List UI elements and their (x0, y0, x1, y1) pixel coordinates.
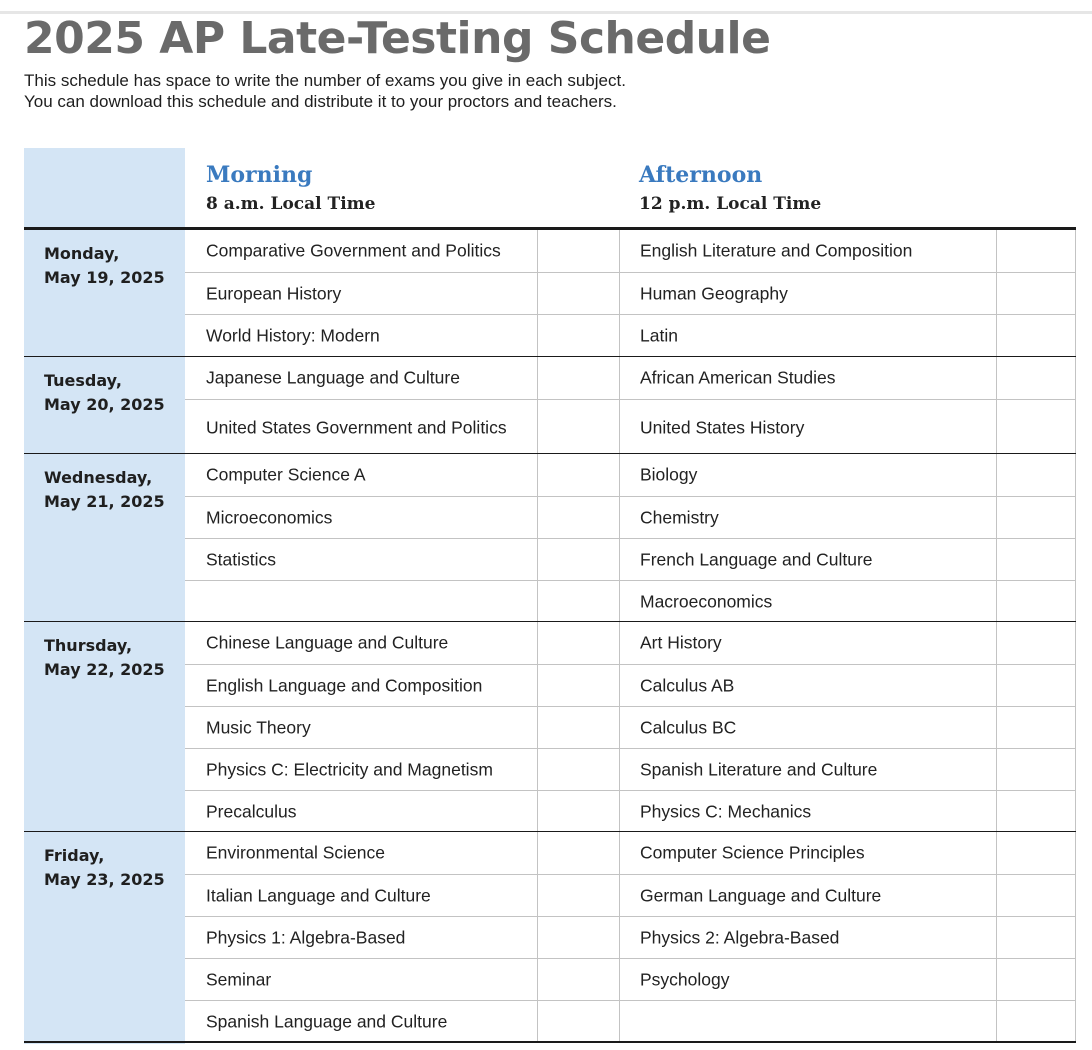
schedule-row (185, 790, 1076, 833)
day-weekday: Thursday, (44, 636, 133, 655)
day-date: May 20, 2025 (44, 395, 165, 414)
afternoon-exam-count-box[interactable] (996, 959, 1076, 1001)
subject-name: Latin (640, 325, 678, 346)
subject-name: Precalculus (206, 801, 297, 822)
schedule-row (185, 272, 1076, 315)
subject-name: Calculus BC (640, 717, 737, 738)
day-date: May 19, 2025 (44, 268, 165, 287)
afternoon-exam-count-box[interactable] (996, 1001, 1076, 1043)
subject-name: English Literature and Composition (640, 240, 913, 261)
day-label (44, 634, 165, 682)
day-label (44, 466, 165, 514)
afternoon-exam-count-box[interactable] (996, 230, 1076, 272)
page-title: 2025 AP Late-Testing Schedule (24, 13, 771, 64)
afternoon-subject-cell (619, 875, 996, 917)
afternoon-exam-count-box[interactable] (996, 539, 1076, 581)
day-block (24, 831, 1076, 1042)
subject-name: Comparative Government and Politics (206, 240, 501, 261)
subject-name: Human Geography (640, 283, 788, 304)
morning-subject-cell (185, 665, 537, 707)
afternoon-time: 12 p.m. Local Time (639, 194, 822, 214)
subject-name: Environmental Science (206, 842, 385, 863)
afternoon-exam-count-box[interactable] (996, 357, 1076, 399)
subject-name: African American Studies (640, 367, 836, 388)
afternoon-subject-cell (619, 622, 996, 664)
schedule-row (185, 832, 1076, 874)
morning-subject-cell (185, 622, 537, 664)
morning-subject-cell (185, 791, 537, 833)
morning-exam-count-box[interactable] (537, 497, 619, 539)
afternoon-exam-count-box[interactable] (996, 400, 1076, 455)
morning-exam-count-box[interactable] (537, 581, 619, 623)
subject-name: Chemistry (640, 507, 719, 528)
subject-name: Spanish Literature and Culture (640, 759, 878, 780)
subject-name: Computer Science Principles (640, 842, 865, 863)
schedule-row (185, 622, 1076, 664)
morning-exam-count-box[interactable] (537, 273, 619, 315)
subject-name: Calculus AB (640, 675, 735, 696)
morning-exam-count-box[interactable] (537, 400, 619, 455)
subject-name: English Language and Composition (206, 675, 483, 696)
afternoon-subject-cell (619, 749, 996, 791)
subject-name: German Language and Culture (640, 885, 882, 906)
subject-name: Art History (640, 632, 722, 653)
morning-subject-cell (185, 454, 537, 496)
day-weekday: Tuesday, (44, 371, 122, 390)
intro-text (24, 70, 626, 112)
afternoon-subject-cell (619, 707, 996, 749)
afternoon-subject-cell (619, 315, 996, 357)
morning-subject-cell (185, 917, 537, 959)
afternoon-exam-count-box[interactable] (996, 665, 1076, 707)
afternoon-exam-count-box[interactable] (996, 791, 1076, 833)
schedule-row (185, 874, 1076, 917)
afternoon-subject-cell (619, 581, 996, 623)
morning-subject-cell (185, 357, 537, 399)
afternoon-subject-cell (619, 454, 996, 496)
schedule-row (185, 916, 1076, 959)
day-block (24, 230, 1076, 356)
subject-name: Physics C: Electricity and Magnetism (206, 759, 493, 780)
schedule-row (185, 399, 1076, 455)
subject-name: Spanish Language and Culture (206, 1011, 448, 1032)
morning-subject-cell (185, 497, 537, 539)
morning-exam-count-box[interactable] (537, 707, 619, 749)
subject-name: Japanese Language and Culture (206, 367, 460, 388)
subject-name: Seminar (206, 969, 272, 990)
day-date: May 23, 2025 (44, 870, 165, 889)
afternoon-subject-cell (619, 539, 996, 581)
afternoon-subject-cell (619, 273, 996, 315)
morning-subject-cell (185, 400, 537, 455)
morning-exam-count-box[interactable] (537, 875, 619, 917)
morning-subject-cell (185, 959, 537, 1001)
morning-exam-count-box[interactable] (537, 357, 619, 399)
morning-exam-count-box[interactable] (537, 791, 619, 833)
day-block (24, 356, 1076, 454)
morning-exam-count-box[interactable] (537, 622, 619, 664)
afternoon-exam-count-box[interactable] (996, 917, 1076, 959)
afternoon-subject-cell (619, 917, 996, 959)
subject-name: European History (206, 283, 342, 304)
afternoon-subject-cell (619, 497, 996, 539)
morning-subject-cell (185, 273, 537, 315)
afternoon-exam-count-box[interactable] (996, 875, 1076, 917)
day-date: May 21, 2025 (44, 492, 165, 511)
subject-name: Music Theory (206, 717, 311, 738)
schedule-row (185, 664, 1076, 707)
day-label (44, 369, 165, 417)
schedule-row (185, 314, 1076, 357)
subject-name: United States Government and Politics (206, 417, 507, 437)
morning-subject-cell (185, 875, 537, 917)
day-block (24, 453, 1076, 622)
morning-subject-cell (185, 539, 537, 581)
afternoon-exam-count-box[interactable] (996, 622, 1076, 664)
subject-name: Macroeconomics (640, 591, 773, 612)
subject-name: Microeconomics (206, 507, 333, 528)
day-weekday: Friday, (44, 846, 105, 865)
morning-exam-count-box[interactable] (537, 749, 619, 791)
afternoon-subject-cell (619, 1001, 996, 1043)
subject-name: Computer Science A (206, 464, 366, 485)
afternoon-exam-count-box[interactable] (996, 315, 1076, 357)
day-weekday: Monday, (44, 244, 120, 263)
afternoon-exam-count-box[interactable] (996, 832, 1076, 874)
morning-subject-cell (185, 749, 537, 791)
day-label (44, 844, 165, 892)
morning-exam-count-box[interactable] (537, 917, 619, 959)
afternoon-exam-count-box[interactable] (996, 454, 1076, 496)
schedule-row (185, 454, 1076, 496)
subject-name: Physics C: Mechanics (640, 801, 812, 822)
intro-line: You can download this schedule and distribute it to your proctors and teachers. (24, 92, 617, 111)
day-weekday: Wednesday, (44, 468, 153, 487)
schedule-row (185, 357, 1076, 399)
schedule-row (185, 706, 1076, 749)
afternoon-subject-cell (619, 665, 996, 707)
schedule-row (185, 496, 1076, 539)
afternoon-subject-cell (619, 400, 996, 455)
morning-exam-count-box[interactable] (537, 832, 619, 874)
afternoon-subject-cell (619, 357, 996, 399)
morning-subject-cell (185, 707, 537, 749)
subject-name: Statistics (206, 549, 277, 570)
afternoon-exam-count-box[interactable] (996, 707, 1076, 749)
morning-heading: Morning (206, 162, 313, 188)
schedule-row (185, 1000, 1076, 1043)
morning-exam-count-box[interactable] (537, 665, 619, 707)
afternoon-exam-count-box[interactable] (996, 273, 1076, 315)
subject-name: Psychology (640, 969, 730, 990)
afternoon-exam-count-box[interactable] (996, 749, 1076, 791)
subject-name: United States History (640, 417, 805, 437)
morning-time: 8 a.m. Local Time (206, 194, 376, 214)
afternoon-subject-cell (619, 959, 996, 1001)
subject-name: World History: Modern (206, 325, 380, 346)
subject-name: French Language and Culture (640, 549, 873, 570)
morning-subject-cell (185, 1001, 537, 1043)
morning-subject-cell (185, 832, 537, 874)
schedule-row (185, 958, 1076, 1001)
morning-exam-count-box[interactable] (537, 454, 619, 496)
schedule-table (24, 148, 1076, 1044)
afternoon-subject-cell (619, 230, 996, 272)
afternoon-subject-cell (619, 791, 996, 833)
afternoon-subject-cell (619, 832, 996, 874)
subject-name: Biology (640, 464, 698, 485)
morning-subject-cell (185, 581, 537, 623)
afternoon-exam-count-box[interactable] (996, 581, 1076, 623)
day-block (24, 621, 1076, 832)
schedule-row (185, 230, 1076, 272)
afternoon-heading: Afternoon (639, 162, 763, 188)
morning-exam-count-box[interactable] (537, 315, 619, 357)
subject-name: Chinese Language and Culture (206, 632, 449, 653)
morning-exam-count-box[interactable] (537, 230, 619, 272)
morning-exam-count-box[interactable] (537, 539, 619, 581)
afternoon-exam-count-box[interactable] (996, 497, 1076, 539)
schedule-row (185, 748, 1076, 791)
subject-name: Physics 1: Algebra-Based (206, 927, 406, 948)
morning-exam-count-box[interactable] (537, 959, 619, 1001)
morning-subject-cell (185, 315, 537, 357)
schedule-row (185, 538, 1076, 581)
bottom-rule (24, 1041, 1076, 1043)
schedule-row (185, 580, 1076, 623)
subject-name: Italian Language and Culture (206, 885, 431, 906)
intro-line: This schedule has space to write the number of exams you give in each subject. (24, 71, 626, 90)
morning-exam-count-box[interactable] (537, 1001, 619, 1043)
subject-name: Physics 2: Algebra-Based (640, 927, 840, 948)
morning-subject-cell (185, 230, 537, 272)
day-date: May 22, 2025 (44, 660, 165, 679)
day-label (44, 242, 165, 290)
